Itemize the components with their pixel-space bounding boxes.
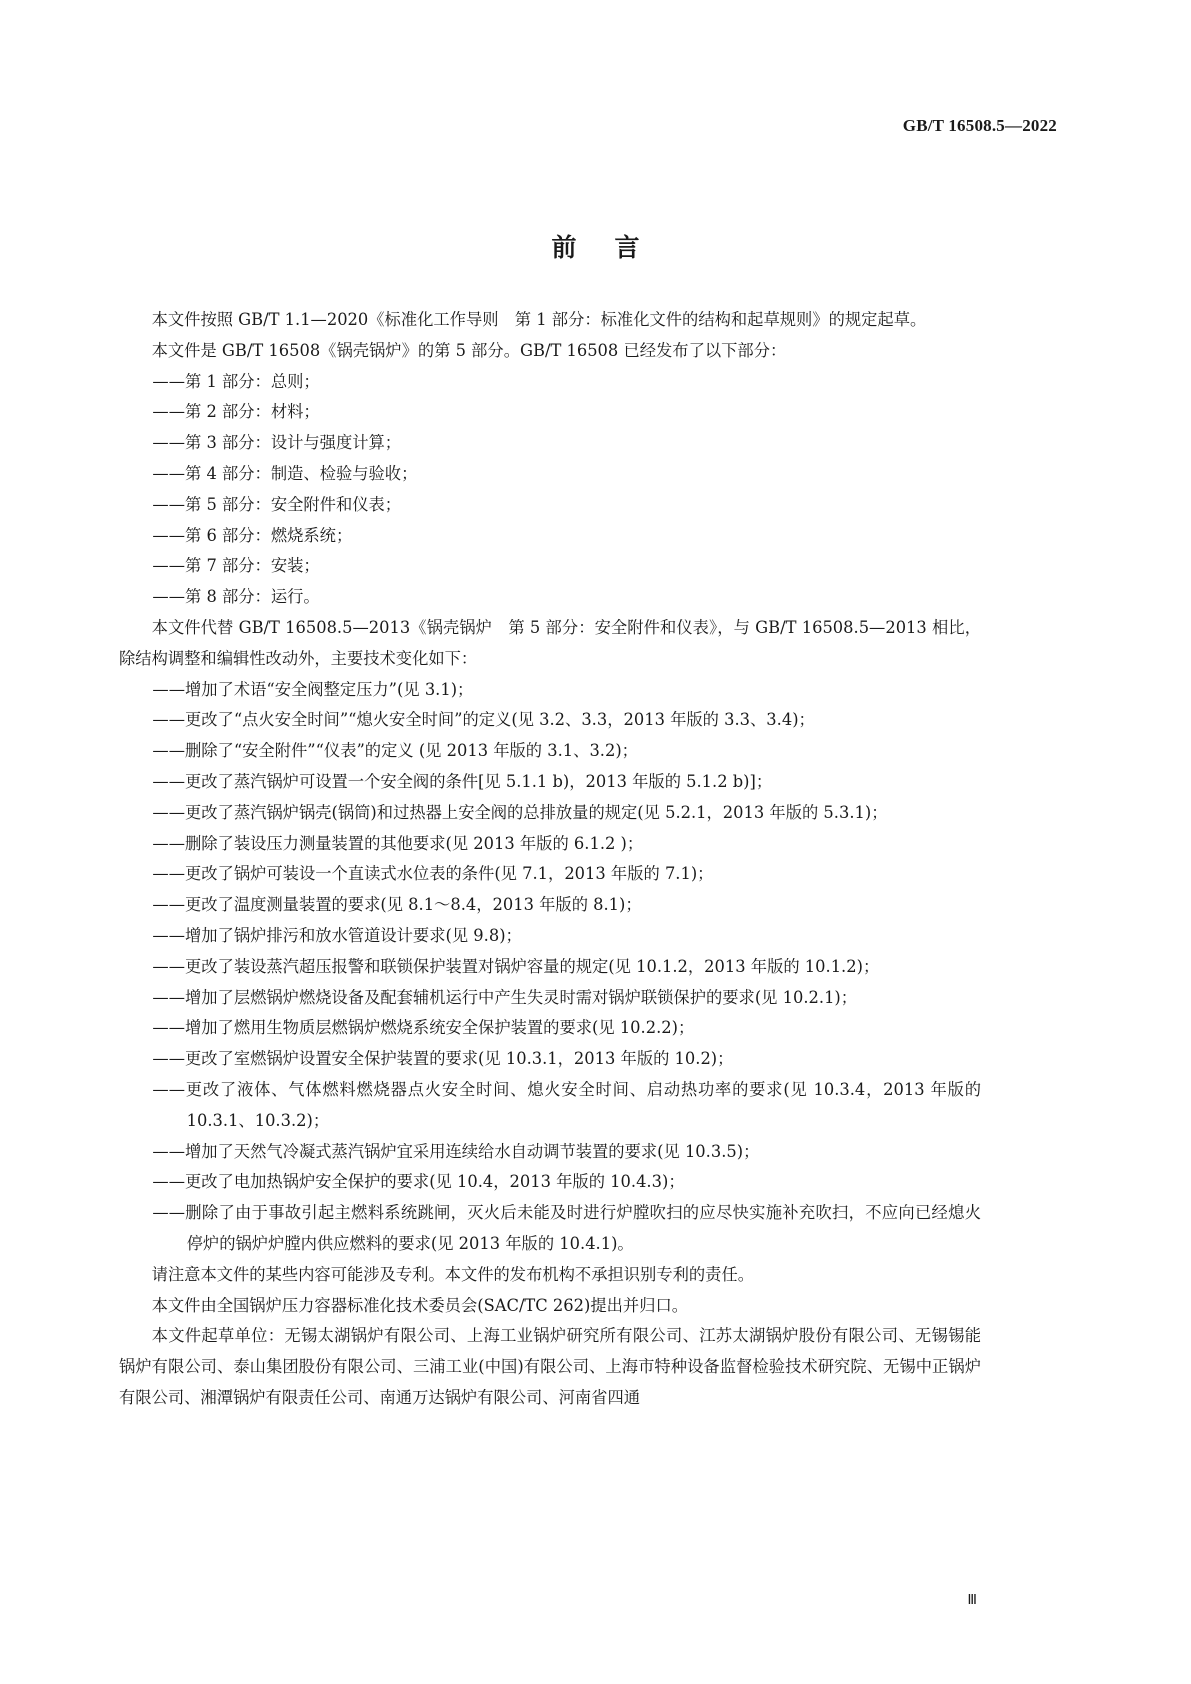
list-item-part: ——第 2 部分：材料； <box>152 402 320 422</box>
paragraph-drafting-units: 本文件起草单位：无锡太湖锅炉有限公司、上海工业锅炉研究所有限公司、江苏太湖锅炉股份有限公司、无锡锡能锅炉有限公司、泰山集团股份有限公司、三浦工业(中国)有限公司、上海市特种设备监督检验技术研究院、无锡中正锅炉有限公司、湘潭锅炉有限责任公司、南通万达锅炉有限公司、河南省四通 <box>119 1326 981 1407</box>
list-item-change: ——更改了蒸汽锅炉锅壳(锅筒)和过热器上安全阀的总排放量的规定(见 5.2.1，2013 年版的 5.3.1)； <box>152 802 888 822</box>
list-item-change: ——增加了燃用生物质层燃锅炉燃烧系统安全保护装置的要求(见 10.2.2)； <box>152 1018 695 1038</box>
list-item-part: ——第 3 部分：设计与强度计算； <box>152 433 402 453</box>
list-item-change: ——更改了蒸汽锅炉可设置一个安全阀的条件[见 5.1.1 b)，2013 年版的 5.1.2 b)]； <box>152 771 773 791</box>
page-number: Ⅲ <box>967 1593 977 1608</box>
page-title: 前言 <box>551 233 678 262</box>
paragraph-patent-notice: 请注意本文件的某些内容可能涉及专利。本文件的发布机构不承担识别专利的责任。 <box>151 1264 755 1284</box>
list-item-change: ——增加了层燃锅炉燃烧设备及配套辅机运行中产生失灵时需对锅炉联锁保护的要求(见 10.2.1)； <box>152 987 858 1007</box>
list-item-change: ——更改了“点火安全时间”“熄火安全时间”的定义(见 3.2、3.3，2013 年版的 3.3、3.4)； <box>152 710 815 730</box>
foreword-body <box>119 305 981 1414</box>
list-item-change: ——更改了液体、气体燃料燃烧器点火安全时间、熄火安全时间、启动热功率的要求(见 10.3.4，2013 年版的 10.3.1、10.3.2)； <box>152 1079 981 1130</box>
list-item-change: ——删除了“安全附件”“仪表”的定义 (见 2013 年版的 3.1、3.2)； <box>152 741 638 761</box>
list-item-change: ——删除了装设压力测量装置的其他要求(见 2013 年版的 6.1.2 )； <box>152 833 644 853</box>
list-item-part: ——第 4 部分：制造、检验与验收； <box>152 463 418 483</box>
standard-code: GB/T 16508.5—2022 <box>902 116 1057 135</box>
list-item-change: ——增加了术语“安全阀整定压力”(见 3.1)； <box>152 679 474 699</box>
paragraph-proposer: 本文件由全国锅炉压力容器标准化技术委员会(SAC/TC 262)提出并归口。 <box>151 1295 689 1315</box>
list-item-change: ——更改了室燃锅炉设置安全保护装置的要求(见 10.3.1，2013 年版的 10.2)； <box>152 1049 734 1069</box>
list-item-change: ——更改了温度测量装置的要求(见 8.1～8.4，2013 年版的 8.1)； <box>152 895 642 915</box>
list-item-part: ——第 6 部分：燃烧系统； <box>152 525 353 545</box>
list-item-part: ——第 5 部分：安全附件和仪表； <box>152 494 402 514</box>
list-item-change: ——更改了电加热锅炉安全保护的要求(见 10.4，2013 年版的 10.4.3)； <box>152 1172 685 1192</box>
paragraph-replaces: 本文件代替 GB/T 16508.5—2013《锅壳锅炉 第 5 部分：安全附件和仪表》，与 GB/T 16508.5—2013 相比，除结构调整和编辑性改动外，主要技术变化如下： <box>119 617 981 668</box>
list-item-change: ——增加了天然气冷凝式蒸汽锅炉宜采用连续给水自动调节装置的要求(见 10.3.5)； <box>152 1141 760 1161</box>
list-item-part: ——第 8 部分：运行。 <box>152 587 320 607</box>
list-item-change: ——更改了锅炉可装设一个直读式水位表的条件(见 7.1，2013 年版的 7.1)； <box>152 864 714 884</box>
paragraph-series-intro: 本文件是 GB/T 16508《锅壳锅炉》的第 5 部分。GB/T 16508 已经发布了以下部分： <box>151 340 787 360</box>
list-item-part: ——第 7 部分：安装； <box>152 556 320 576</box>
list-item-change: ——更改了装设蒸汽超压报警和联锁保护装置对锅炉容量的规定(见 10.1.2，2013 年版的 10.1.2)； <box>152 956 880 976</box>
paragraph-drafting-rules: 本文件按照 GB/T 1.1—2020《标准化工作导则 第 1 部分：标准化文件的结构和起草规则》的规定起草。 <box>151 310 927 329</box>
list-item-change: ——删除了由于事故引起主燃料系统跳闸，灭火后未能及时进行炉膛吹扫的应尽快实施补充吹扫，不应向已经熄火停炉的锅炉炉膛内供应燃料的要求(见 2013 年版的 10.4.1)。 <box>152 1203 981 1253</box>
list-item-change: ——增加了锅炉排污和放水管道设计要求(见 9.8)； <box>152 925 522 945</box>
list-item-part: ——第 1 部分：总则； <box>152 371 320 391</box>
